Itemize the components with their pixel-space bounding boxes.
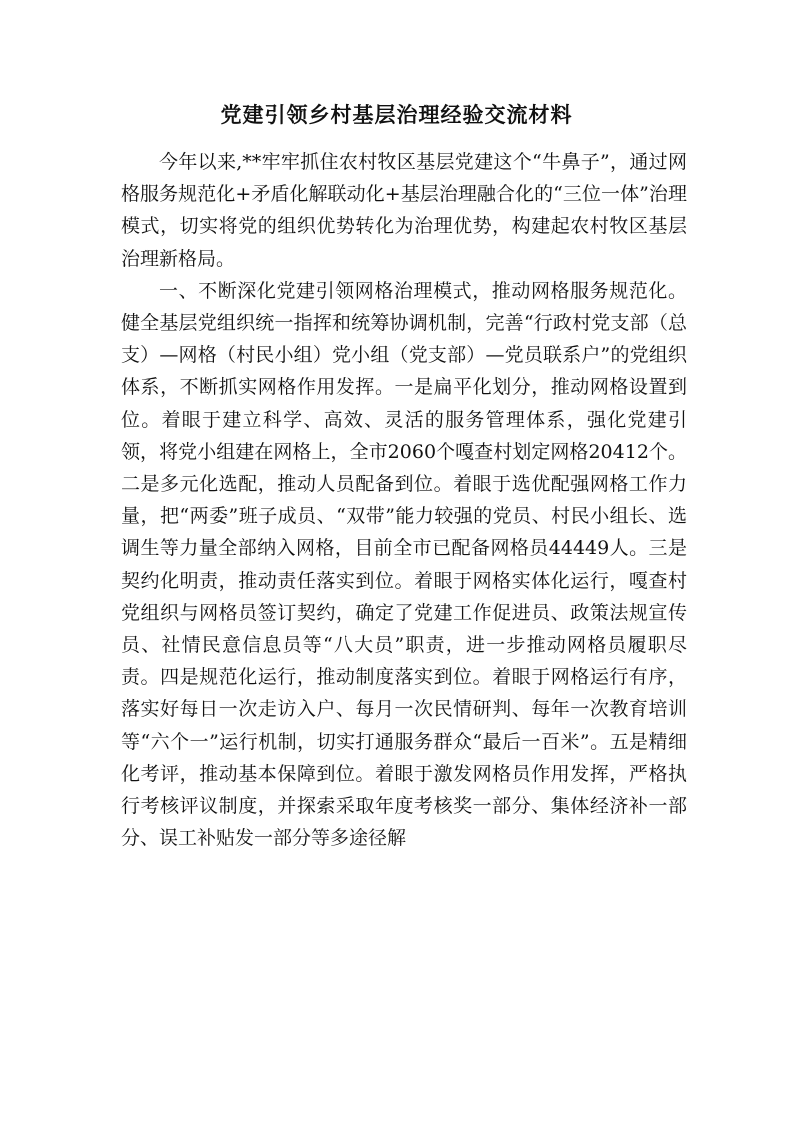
document-body (121, 146, 687, 854)
document-title: 党建引领乡村基层治理经验交流材料 (220, 102, 573, 127)
intro-paragraph: 今年以来,**牢牢抓住农村牧区基层党建这个“牛鼻子”，通过网格服务规范化+矛盾化解联动化+基层治理融合化的“三位一体”治理模式，切实将党的组织优势转化为治理优势，构建起农村牧区基层治理新格局。 (121, 151, 687, 270)
section-one-paragraph: 一、不断深化党建引领网格治理模式，推动网格服务规范化。健全基层党组织统一指挥和统筹协调机制，完善“行政村党支部（总支）—网格（村民小组）党小组（党支部）—党员联系户”的党组织体系，不断抓实网格作用发挥。一是扁平化划分，推动网格设置到位。着眼于建立科学、高效、灵活的服务管理体系，强化党建引领，将党小组建在网格上，全市2060个嘎查村划定网格20412个。二是多元化选配，推动人员配备到位。着眼于选优配强网格工作力量，把“两委”班子成员、“双带”能力较强的党员、村民小组长、选调生等力量全部纳入网格，目前全市已配备网格员44449人。三是契约化明责，推动责任落实到位。着眼于网格实体化运行，嘎查村党组织与网格员签订契约，确定了党建工作促进员、政策法规宣传员、社情民意信息员等“八大员”职责，进一步推动网格员履职尽责。四是规范化运行，推动制度落实到位。着眼于网格运行有序，落实好每日一次走访入户、每月一次民情研判、每年一次教育培训等“六个一”运行机制，切实打通服务群众“最后一百米”。五是精细化考评，推动基本保障到位。着眼于激发网格员作用发挥，严格执行考核评议制度，并探索采取年度考核奖一部分、集体经济补一部分、误工补贴发一部分等多途径解 (121, 279, 687, 850)
